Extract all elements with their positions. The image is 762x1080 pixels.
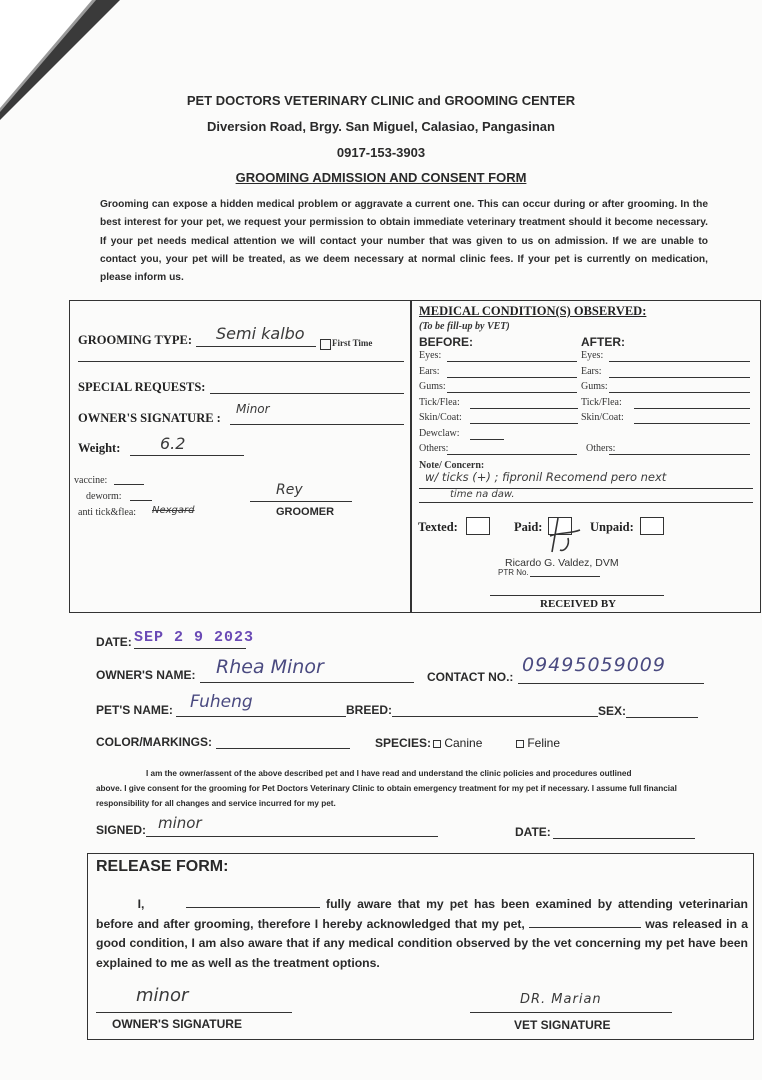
note-label: Note/ Concern: <box>419 460 485 471</box>
consent-rest: above. I give consent for the grooming for Pet Doctors Veterinary Clinic to obtain emergency treatment for my pet if necessary. I assume full financial responsibility for all changes and service incurred for my pet. <box>96 784 677 808</box>
species-canine-option[interactable] <box>433 736 482 750</box>
pet-name-value: Fuheng <box>190 692 253 712</box>
species-label: SPECIES: <box>375 736 432 750</box>
before-row-line[interactable] <box>470 423 578 424</box>
before-row-line[interactable] <box>447 377 577 378</box>
release-text-b: fully aware that my pet has been examined by attending veterinarian before and after grooming, therefore I hereby acknowledged that my pet, <box>96 897 748 931</box>
breed-line[interactable] <box>392 716 598 717</box>
deworm-label: deworm: <box>86 491 122 502</box>
after-row-label: Tick/Flea: <box>581 396 622 408</box>
after-row-line[interactable] <box>609 454 750 455</box>
before-label: BEFORE: <box>419 335 473 349</box>
note-rule2 <box>419 502 753 503</box>
owner-signature-line[interactable] <box>230 424 404 425</box>
received-label: RECEIVED BY <box>540 598 617 610</box>
anti-tick-value: Nexgard <box>152 505 195 516</box>
signed-value: minor <box>158 814 202 832</box>
special-requests-label: SPECIAL REQUESTS: <box>78 380 206 394</box>
before-row-line[interactable] <box>447 392 577 393</box>
grooming-type-value[interactable]: Semi kalbo <box>216 324 305 343</box>
grooming-type-label: GROOMING TYPE: <box>78 333 193 347</box>
intro-paragraph: Grooming can expose a hidden medical problem or aggravate a current one. This can occur during or after grooming. In the best interest for your pet, we request your permission to obtain immediate veterinary treatment should it become necessary. If your pet needs medical attention we will contact your number that was given to us on admission. If we are unable to contact you, your pet will be treated, as we deem necessary at normal clinic fees. If your pet is currently on medication, please inform us. <box>100 199 708 284</box>
vet-name: Ricardo G. Valdez, DVM <box>505 557 619 569</box>
owner-signature-value: Minor <box>236 402 270 416</box>
contact-label: CONTACT NO.: <box>427 670 514 684</box>
color-line[interactable] <box>216 748 350 749</box>
before-row-label: Dewclaw: <box>419 427 460 439</box>
clinic-phone: 0917-153-3903 <box>336 145 426 160</box>
sex-label: SEX: <box>598 704 627 718</box>
before-row-line[interactable] <box>470 408 578 409</box>
first-time-checkbox[interactable] <box>320 336 331 354</box>
weight-line[interactable] <box>130 455 244 456</box>
signed-line[interactable] <box>146 836 438 837</box>
release-vet-signature: DR. Marian <box>520 992 602 1007</box>
release-vet-sig-label: VET SIGNATURE <box>514 1018 611 1032</box>
date2-label: DATE: <box>515 825 551 839</box>
before-row-line[interactable] <box>470 439 504 440</box>
contact-value: 09495059009 <box>522 654 666 676</box>
groomer-line <box>250 501 352 502</box>
grooming-type-line <box>196 346 316 347</box>
release-owner-blank[interactable] <box>186 895 320 908</box>
pet-name-label: PET'S NAME: <box>96 703 173 717</box>
unpaid-label: Unpaid: <box>590 520 634 534</box>
consent-line1: I am the owner/assent of the above described pet and I have read and understand the clinic policies and procedures outlined <box>146 769 632 778</box>
after-row-label: Ears: <box>581 365 602 377</box>
note-line2: time na daw. <box>450 489 515 500</box>
after-row-line[interactable] <box>634 423 750 424</box>
medical-subtitle: (To be fill-up by VET) <box>419 321 510 332</box>
date-line[interactable] <box>134 648 246 649</box>
texted-label: Texted: <box>418 520 458 534</box>
groomer-signature: Rey <box>276 482 303 498</box>
unpaid-checkbox[interactable] <box>640 517 664 535</box>
before-row-label: Ears: <box>419 365 440 377</box>
grooming-extra-line <box>78 361 404 362</box>
ptr-label: PTR No. <box>498 568 529 577</box>
release-owner-sig-label: OWNER'S SIGNATURE <box>112 1017 242 1031</box>
after-label: AFTER: <box>581 335 625 349</box>
after-row-label: Eyes: <box>581 350 604 361</box>
release-vet-sig-line[interactable] <box>470 1012 672 1013</box>
after-row-line[interactable] <box>609 392 750 393</box>
first-time-label: First Time <box>332 338 373 348</box>
before-row-label: Others: <box>419 443 449 454</box>
release-text <box>96 895 748 973</box>
special-requests-line[interactable] <box>210 393 404 394</box>
vet-initial-signature <box>540 512 590 562</box>
release-pet-blank[interactable] <box>529 915 641 928</box>
after-row-line[interactable] <box>634 408 750 409</box>
date-label: DATE: <box>96 635 132 649</box>
before-row-label: Skin/Coat: <box>419 412 462 423</box>
after-row-label: Skin/Coat: <box>581 412 624 423</box>
species-feline-option[interactable] <box>516 736 560 750</box>
clinic-address: Diversion Road, Brgy. San Miguel, Calasiao, Pangasinan <box>207 119 555 134</box>
release-title: RELEASE FORM: <box>96 858 229 875</box>
vaccine-line[interactable] <box>114 484 144 485</box>
before-row-line[interactable] <box>447 361 577 362</box>
release-owner-signature: minor <box>136 985 189 1006</box>
paid-label: Paid: <box>514 520 543 534</box>
weight-label: Weight: <box>78 441 121 455</box>
breed-label: BREED: <box>346 703 393 717</box>
owner-name-value: Rhea Minor <box>216 656 324 678</box>
vaccine-label: vaccine: <box>74 475 108 486</box>
owner-name-label: OWNER'S NAME: <box>96 668 196 682</box>
contact-line[interactable] <box>518 683 704 684</box>
color-label: COLOR/MARKINGS: <box>96 735 212 749</box>
before-row-label: Tick/Flea: <box>419 396 460 408</box>
date2-line[interactable] <box>553 838 695 839</box>
after-row-label: Others: <box>586 443 616 454</box>
anti-tick-label: anti tick&flea: <box>78 507 137 518</box>
release-text-a: I, <box>137 897 145 911</box>
signed-label: SIGNED: <box>96 823 147 837</box>
after-row-line[interactable] <box>609 377 750 378</box>
after-row-label: Gums: <box>581 381 608 392</box>
note-line1: w/ ticks (+) ; fipronil Recomend pero next <box>425 470 667 484</box>
owner-name-line[interactable] <box>200 682 414 683</box>
sex-line[interactable] <box>626 717 698 718</box>
groomer-label: GROOMER <box>276 506 335 518</box>
after-row-line[interactable] <box>609 361 750 362</box>
clinic-name: PET DOCTORS VETERINARY CLINIC and GROOMING CENTER <box>186 93 576 108</box>
medical-title: MEDICAL CONDITION(S) OBSERVED: <box>419 304 647 318</box>
ptr-line <box>530 576 600 577</box>
release-text-c: was released in a good condition, I am also aware that if any medical condition observed by the vet concerning my pet have been explained to me as well as the treatment options. <box>96 916 748 970</box>
species-feline-label: Feline <box>527 736 561 750</box>
texted-checkbox[interactable] <box>466 517 490 535</box>
release-owner-sig-line[interactable] <box>96 1012 292 1013</box>
before-row-label: Gums: <box>419 381 446 392</box>
pet-name-line[interactable] <box>176 716 346 717</box>
form-title: GROOMING ADMISSION AND CONSENT FORM <box>235 170 527 185</box>
species-canine-label: Canine <box>444 736 483 750</box>
before-row-line[interactable] <box>447 454 577 455</box>
deworm-line[interactable] <box>130 500 152 501</box>
weight-value: 6.2 <box>160 434 186 453</box>
received-line <box>490 595 664 596</box>
before-row-label: Eyes: <box>419 350 442 361</box>
date-stamp: SEP 2 9 2023 <box>134 629 255 646</box>
owner-signature-label: OWNER'S SIGNATURE : <box>78 411 221 425</box>
column-divider <box>410 300 412 613</box>
